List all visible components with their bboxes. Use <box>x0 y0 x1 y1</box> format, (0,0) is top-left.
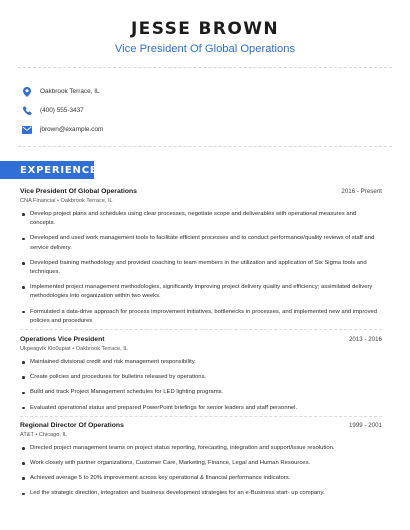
job-bullet: Build and track Project Management schedules for LED lighting programs. <box>20 388 382 397</box>
location-pin-icon <box>22 87 32 97</box>
contact-phone-text: (400) 555-3437 <box>40 107 84 114</box>
job-company: Ukpeagvik I0o0upiat • Oakbrook Terrace, IL <box>20 346 128 353</box>
job-bullet: Create policies and procedures for bulletins released by operations. <box>20 373 382 382</box>
job-bullets <box>20 444 382 499</box>
resume-header <box>0 0 410 56</box>
job-bullets <box>20 358 382 413</box>
job-bullet: Formulated a data-drive approach for process improvement initiatives, bottlenecks in processes, and implemented new and improved policies and procedures <box>20 308 382 326</box>
job-entry <box>20 336 382 417</box>
job-title: Vice President Of Global Operations <box>20 188 137 195</box>
job-entry <box>20 188 382 330</box>
contact-list <box>22 82 103 139</box>
candidate-title: Vice President Of Global Operations <box>114 43 296 55</box>
experience-list <box>20 188 382 499</box>
header-divider <box>18 67 392 68</box>
job-bullet: Developed and used work management tools to facilitate efficient processes and to conduct performance/quality reviews of staff and service delivery. <box>20 234 382 252</box>
job-bullet: Achieved average 5 to 20% improvement across key operational & financial performance indicators. <box>20 474 382 483</box>
candidate-name: JESSE BROWN <box>130 19 280 39</box>
job-divider <box>20 329 382 330</box>
job-bullets <box>20 210 382 326</box>
job-dates: 2013 - 2016 <box>348 336 382 344</box>
contact-location <box>22 82 103 101</box>
job-bullet: Led the strategic direction, integration and business development strategies for an e-Business start- up company. <box>20 489 382 498</box>
phone-icon <box>22 106 32 116</box>
job-entry <box>20 422 382 499</box>
email-icon <box>22 125 32 135</box>
job-bullet: Maintained divisional credit and risk management responsibility. <box>20 358 382 367</box>
job-bullet: Directed project management teams on project status reporting, forecasting, integration and support/issue resolution. <box>20 444 382 453</box>
job-divider <box>20 416 382 417</box>
contact-email <box>22 120 103 139</box>
job-title: Regional Director Of Operations <box>20 421 124 429</box>
contact-divider <box>18 146 392 147</box>
experience-heading: EXPERIENCE <box>0 161 94 179</box>
job-bullet: Evaluated operational status and prepared PowerPoint briefings for senior leaders and staff personnel. <box>20 404 382 413</box>
job-bullet: Developed training methodology and provided coaching to team members in the utilization and application of Six Sigma tools and techniques. <box>20 259 382 277</box>
contact-phone <box>22 101 103 120</box>
job-dates: 1999 - 2001 <box>348 421 382 429</box>
job-bullet: Develop project plans and schedules using clear processes, negotiate scope and deliverables with operational measures and concepts. <box>20 210 382 228</box>
job-title: Operations Vice President <box>20 336 105 344</box>
job-dates: 2016 - Present <box>341 188 382 195</box>
job-company: CNA Financial • Oakbrook Terrace, IL <box>20 198 113 204</box>
contact-location-text: Oakbrook Terrace, IL <box>40 88 100 95</box>
contact-email-text: jbrown@example.com <box>40 126 104 133</box>
job-bullet: Implemented project management methodologies, significantly improving project delivery quality and efficiency; assimilated delivery methodologies into organization within two weeks. <box>20 283 382 301</box>
job-bullet: Work closely with partner organizations, Customer Care, Marketing, Finance, Legal and Human Resources. <box>20 459 382 468</box>
job-company: AT&T • Chicago, IL <box>20 431 68 438</box>
